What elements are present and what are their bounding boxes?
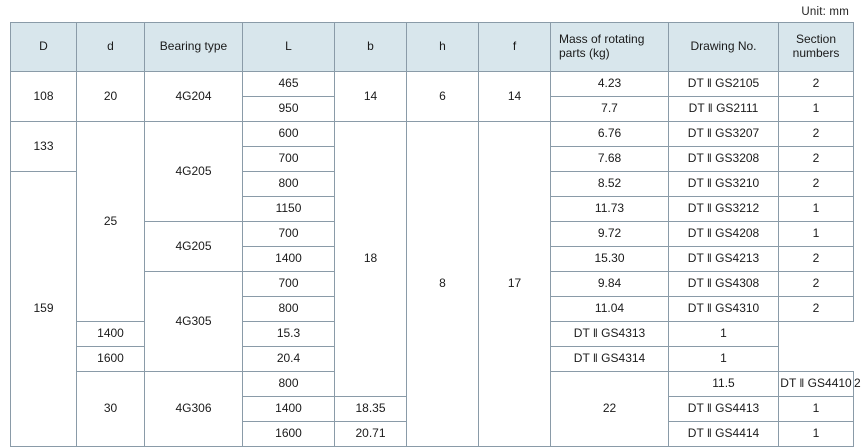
column-header-L: L [243, 23, 335, 72]
cell-drawing-no: DT ‖ GS4314 [551, 347, 669, 372]
cell-section-number: 1 [779, 397, 854, 422]
column-header-D: D [11, 23, 77, 72]
cell-f: 17 [479, 122, 551, 447]
cell-L: 1400 [243, 247, 335, 272]
table-row [11, 122, 854, 147]
cell-section-number: 1 [779, 222, 854, 247]
cell-mass: 20.71 [335, 422, 407, 447]
cell-h: 8 [407, 122, 479, 447]
cell-section-number: 2 [779, 172, 854, 197]
cell-drawing-no: DT ‖ GS4310 [669, 297, 779, 322]
cell-mass: 7.7 [551, 97, 669, 122]
cell-section-number: 2 [779, 72, 854, 97]
column-header-mass: Mass of rotating parts (kg) [551, 23, 669, 72]
cell-section-number: 2 [779, 147, 854, 172]
cell-mass: 6.76 [551, 122, 669, 147]
cell-L: 1600 [77, 347, 145, 372]
cell-mass: 20.4 [243, 347, 335, 372]
cell-mass: 9.72 [551, 222, 669, 247]
cell-L: 1600 [243, 422, 335, 447]
cell-section-number: 2 [779, 272, 854, 297]
cell-mass: 18.35 [335, 397, 407, 422]
cell-section-number: 2 [779, 247, 854, 272]
cell-drawing-no: DT ‖ GS4410 [779, 372, 854, 397]
cell-L: 465 [243, 72, 335, 97]
cell-D: 159 [11, 172, 77, 447]
cell-L: 700 [243, 222, 335, 247]
cell-bearing-type: 4G204 [145, 72, 243, 122]
table-row [11, 72, 854, 97]
column-header-f: f [479, 23, 551, 72]
cell-drawing-no: DT ‖ GS4414 [669, 422, 779, 447]
cell-section-number: 1 [669, 347, 779, 372]
cell-b: 22 [551, 372, 669, 447]
cell-section-number: 1 [779, 97, 854, 122]
cell-bearing-type: 4G305 [145, 272, 243, 372]
cell-mass: 11.73 [551, 197, 669, 222]
cell-mass: 15.3 [243, 322, 335, 347]
cell-drawing-no: DT ‖ GS4308 [669, 272, 779, 297]
cell-drawing-no: DT ‖ GS3212 [669, 197, 779, 222]
cell-d: 30 [77, 372, 145, 447]
cell-d: 20 [77, 72, 145, 122]
cell-b: 18 [335, 122, 407, 397]
cell-drawing-no: DT ‖ GS4213 [669, 247, 779, 272]
cell-D: 133 [11, 122, 77, 172]
cell-drawing-no: DT ‖ GS4413 [669, 397, 779, 422]
cell-h: 6 [407, 72, 479, 122]
cell-mass: 11.5 [669, 372, 779, 397]
cell-L: 1400 [77, 322, 145, 347]
cell-section-number: 1 [669, 322, 779, 347]
cell-mass: 15.30 [551, 247, 669, 272]
cell-L: 800 [243, 372, 335, 397]
cell-mass: 4.23 [551, 72, 669, 97]
column-header-b: b [335, 23, 407, 72]
cell-L: 800 [243, 297, 335, 322]
cell-L: 700 [243, 147, 335, 172]
cell-bearing-type: 4G306 [145, 372, 243, 447]
cell-section-number: 1 [779, 197, 854, 222]
cell-L: 1400 [243, 397, 335, 422]
cell-section-number: 2 [779, 122, 854, 147]
cell-mass: 9.84 [551, 272, 669, 297]
cell-L: 700 [243, 272, 335, 297]
cell-f: 14 [479, 72, 551, 122]
column-header-section-numbers: Section numbers [779, 23, 854, 72]
cell-drawing-no: DT ‖ GS3208 [669, 147, 779, 172]
cell-D: 108 [11, 72, 77, 122]
column-header-d: d [77, 23, 145, 72]
cell-section-number: 1 [779, 422, 854, 447]
cell-b: 14 [335, 72, 407, 122]
cell-drawing-no: DT ‖ GS3207 [669, 122, 779, 147]
cell-mass: 11.04 [551, 297, 669, 322]
table-row: 30 4G306 800 22 11.5 DT ‖ GS4410 2 [11, 372, 854, 397]
cell-bearing-type: 4G205 [145, 122, 243, 222]
bearing-spec-table [10, 22, 861, 447]
column-header-bearing-type: Bearing type [145, 23, 243, 72]
column-header-drawing-no: Drawing No. [669, 23, 779, 72]
cell-L: 950 [243, 97, 335, 122]
cell-d: 25 [77, 122, 145, 322]
unit-note: Unit: mm [801, 6, 849, 18]
cell-drawing-no: DT ‖ GS4313 [551, 322, 669, 347]
cell-drawing-no: DT ‖ GS2105 [669, 72, 779, 97]
cell-L: 1150 [243, 197, 335, 222]
table-body [11, 72, 861, 447]
cell-drawing-no: DT ‖ GS3210 [669, 172, 779, 197]
table-header-row [11, 23, 854, 72]
cell-mass: 7.68 [551, 147, 669, 172]
cell-mass: 8.52 [551, 172, 669, 197]
cell-section-number: 2 [779, 297, 854, 322]
cell-drawing-no: DT ‖ GS4208 [669, 222, 779, 247]
cell-drawing-no: DT ‖ GS2111 [669, 97, 779, 122]
column-header-h: h [407, 23, 479, 72]
cell-bearing-type: 4G205 [145, 222, 243, 272]
cell-L: 600 [243, 122, 335, 147]
cell-L: 800 [243, 172, 335, 197]
